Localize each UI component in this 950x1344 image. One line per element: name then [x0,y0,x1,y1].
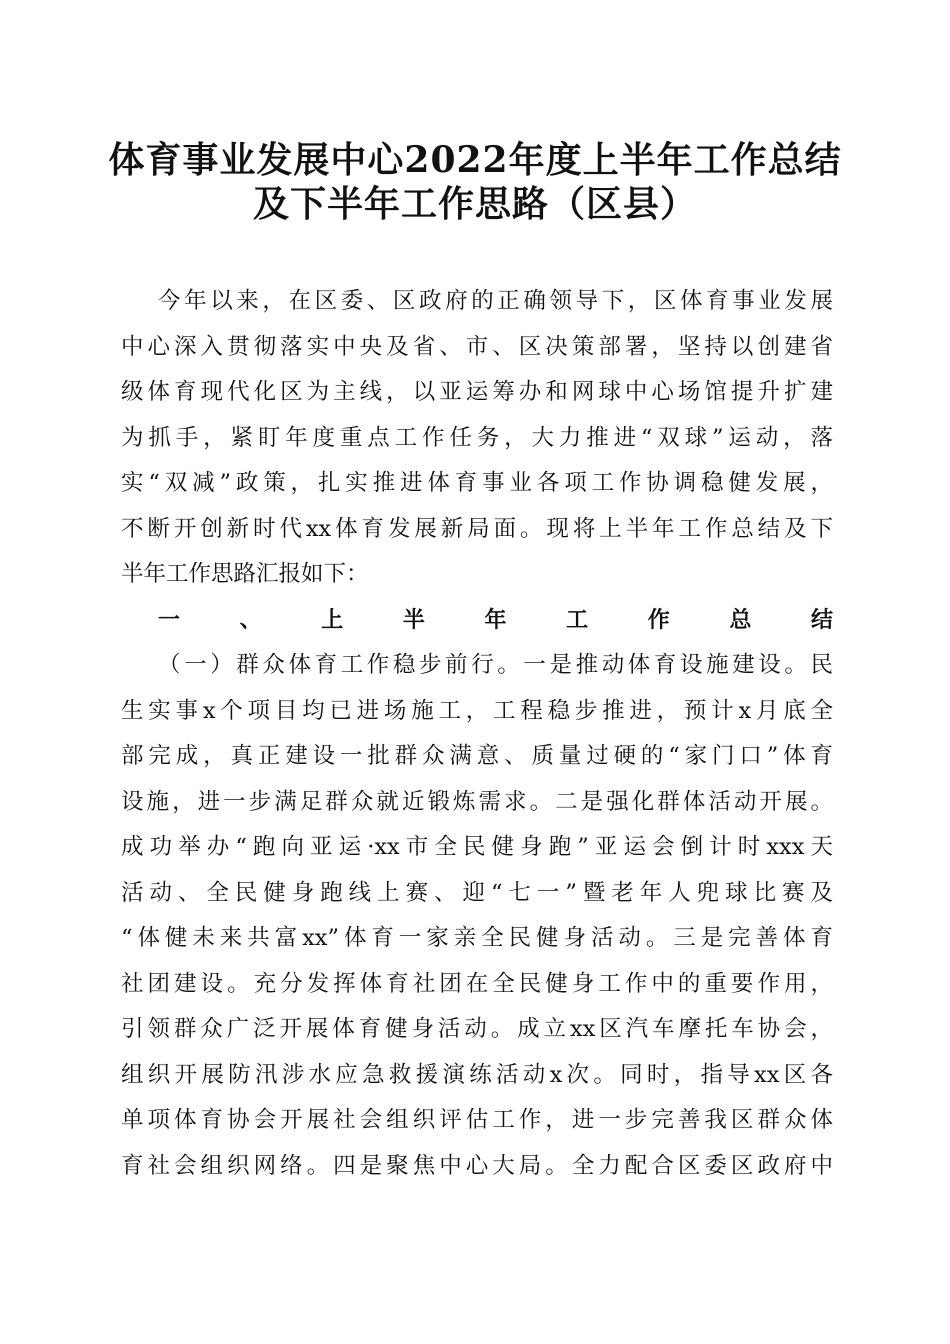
body-text-line [121,916,833,962]
body-text: 实“双减”政策，扎实推进体育事业各项工作协调稳健发展， [121,470,833,496]
body-text: 一、上半年工作总结 [158,607,833,633]
body-text: 育社会组织网络。四是聚焦中心大局。全力配合区委区政府中 [121,1152,833,1179]
body-text: “体健未来共富xx”体育一家亲全民健身活动。三是完善体育 [121,925,833,951]
body-text: 成功举办“跑向亚运·xx市全民健身跑”亚运会倒计时xxx天 [121,834,833,860]
body-text-line [121,370,833,416]
body-text: 部完成，真正建设一批群众满意、质量过硬的“家门口”体育 [121,743,833,769]
body-text-line [121,734,833,780]
body-text: 活动、全民健身跑线上赛、迎“七一”暨老年人兜球比赛及 [121,879,833,906]
section-heading [121,598,833,644]
body-text-line [121,507,833,553]
body-text-line [121,1144,833,1190]
body-text: 引领群众广泛开展体育健身活动。成立xx区汽车摩托车协会， [121,1016,833,1042]
body-text-line [121,689,833,735]
body-text-line [121,279,833,325]
body-text-line [121,825,833,871]
body-text: 级体育现代化区为主线，以亚运筹办和网球中心场馆提升扩建 [121,379,833,405]
body-text-line [121,1053,833,1099]
body-text-line [121,1007,833,1053]
document-body [121,279,833,1189]
body-text-line [121,780,833,826]
body-text-line [121,871,833,917]
body-text-line [121,325,833,371]
body-text: 今年以来，在区委、区政府的正确领导下，区体育事业发展 [158,288,833,314]
document-title-line-1: 体育事业发展中心2022年度上半年工作总结 [108,139,842,181]
body-text-line [121,461,833,507]
body-text: 半年工作思路汇报如下： [121,561,369,587]
body-text-line [121,643,833,689]
body-text: 设施，进一步满足群众就近锻炼需求。二是强化群体活动开展。 [121,788,833,815]
body-text: 不断开创新时代xx体育发展新局面。现将上半年工作总结及下 [121,515,833,542]
body-text-line [121,552,833,598]
body-text: 社团建设。充分发挥体育社团在全民健身工作中的重要作用， [121,970,833,997]
body-text: （一）群众体育工作稳步前行。一是推动体育设施建设。民 [158,652,833,678]
body-text: 中心深入贯彻落实中央及省、市、区决策部署，坚持以创建省 [121,333,833,360]
body-text: 生实事x个项目均已进场施工，工程稳步推进，预计x月底全 [121,697,833,724]
body-text-line [121,962,833,1008]
body-text: 单项体育协会开展社会组织评估工作，进一步完善我区群众体 [121,1107,833,1133]
document-title-line-2: 及下半年工作思路（区县） [252,183,697,225]
body-text-line [121,1098,833,1144]
body-text: 为抓手，紧盯年度重点工作任务，大力推进“双球”运动，落 [121,424,833,451]
body-text-line [121,416,833,462]
body-text: 组织开展防汛涉水应急救援演练活动x次。同时，指导xx区各 [121,1061,833,1088]
